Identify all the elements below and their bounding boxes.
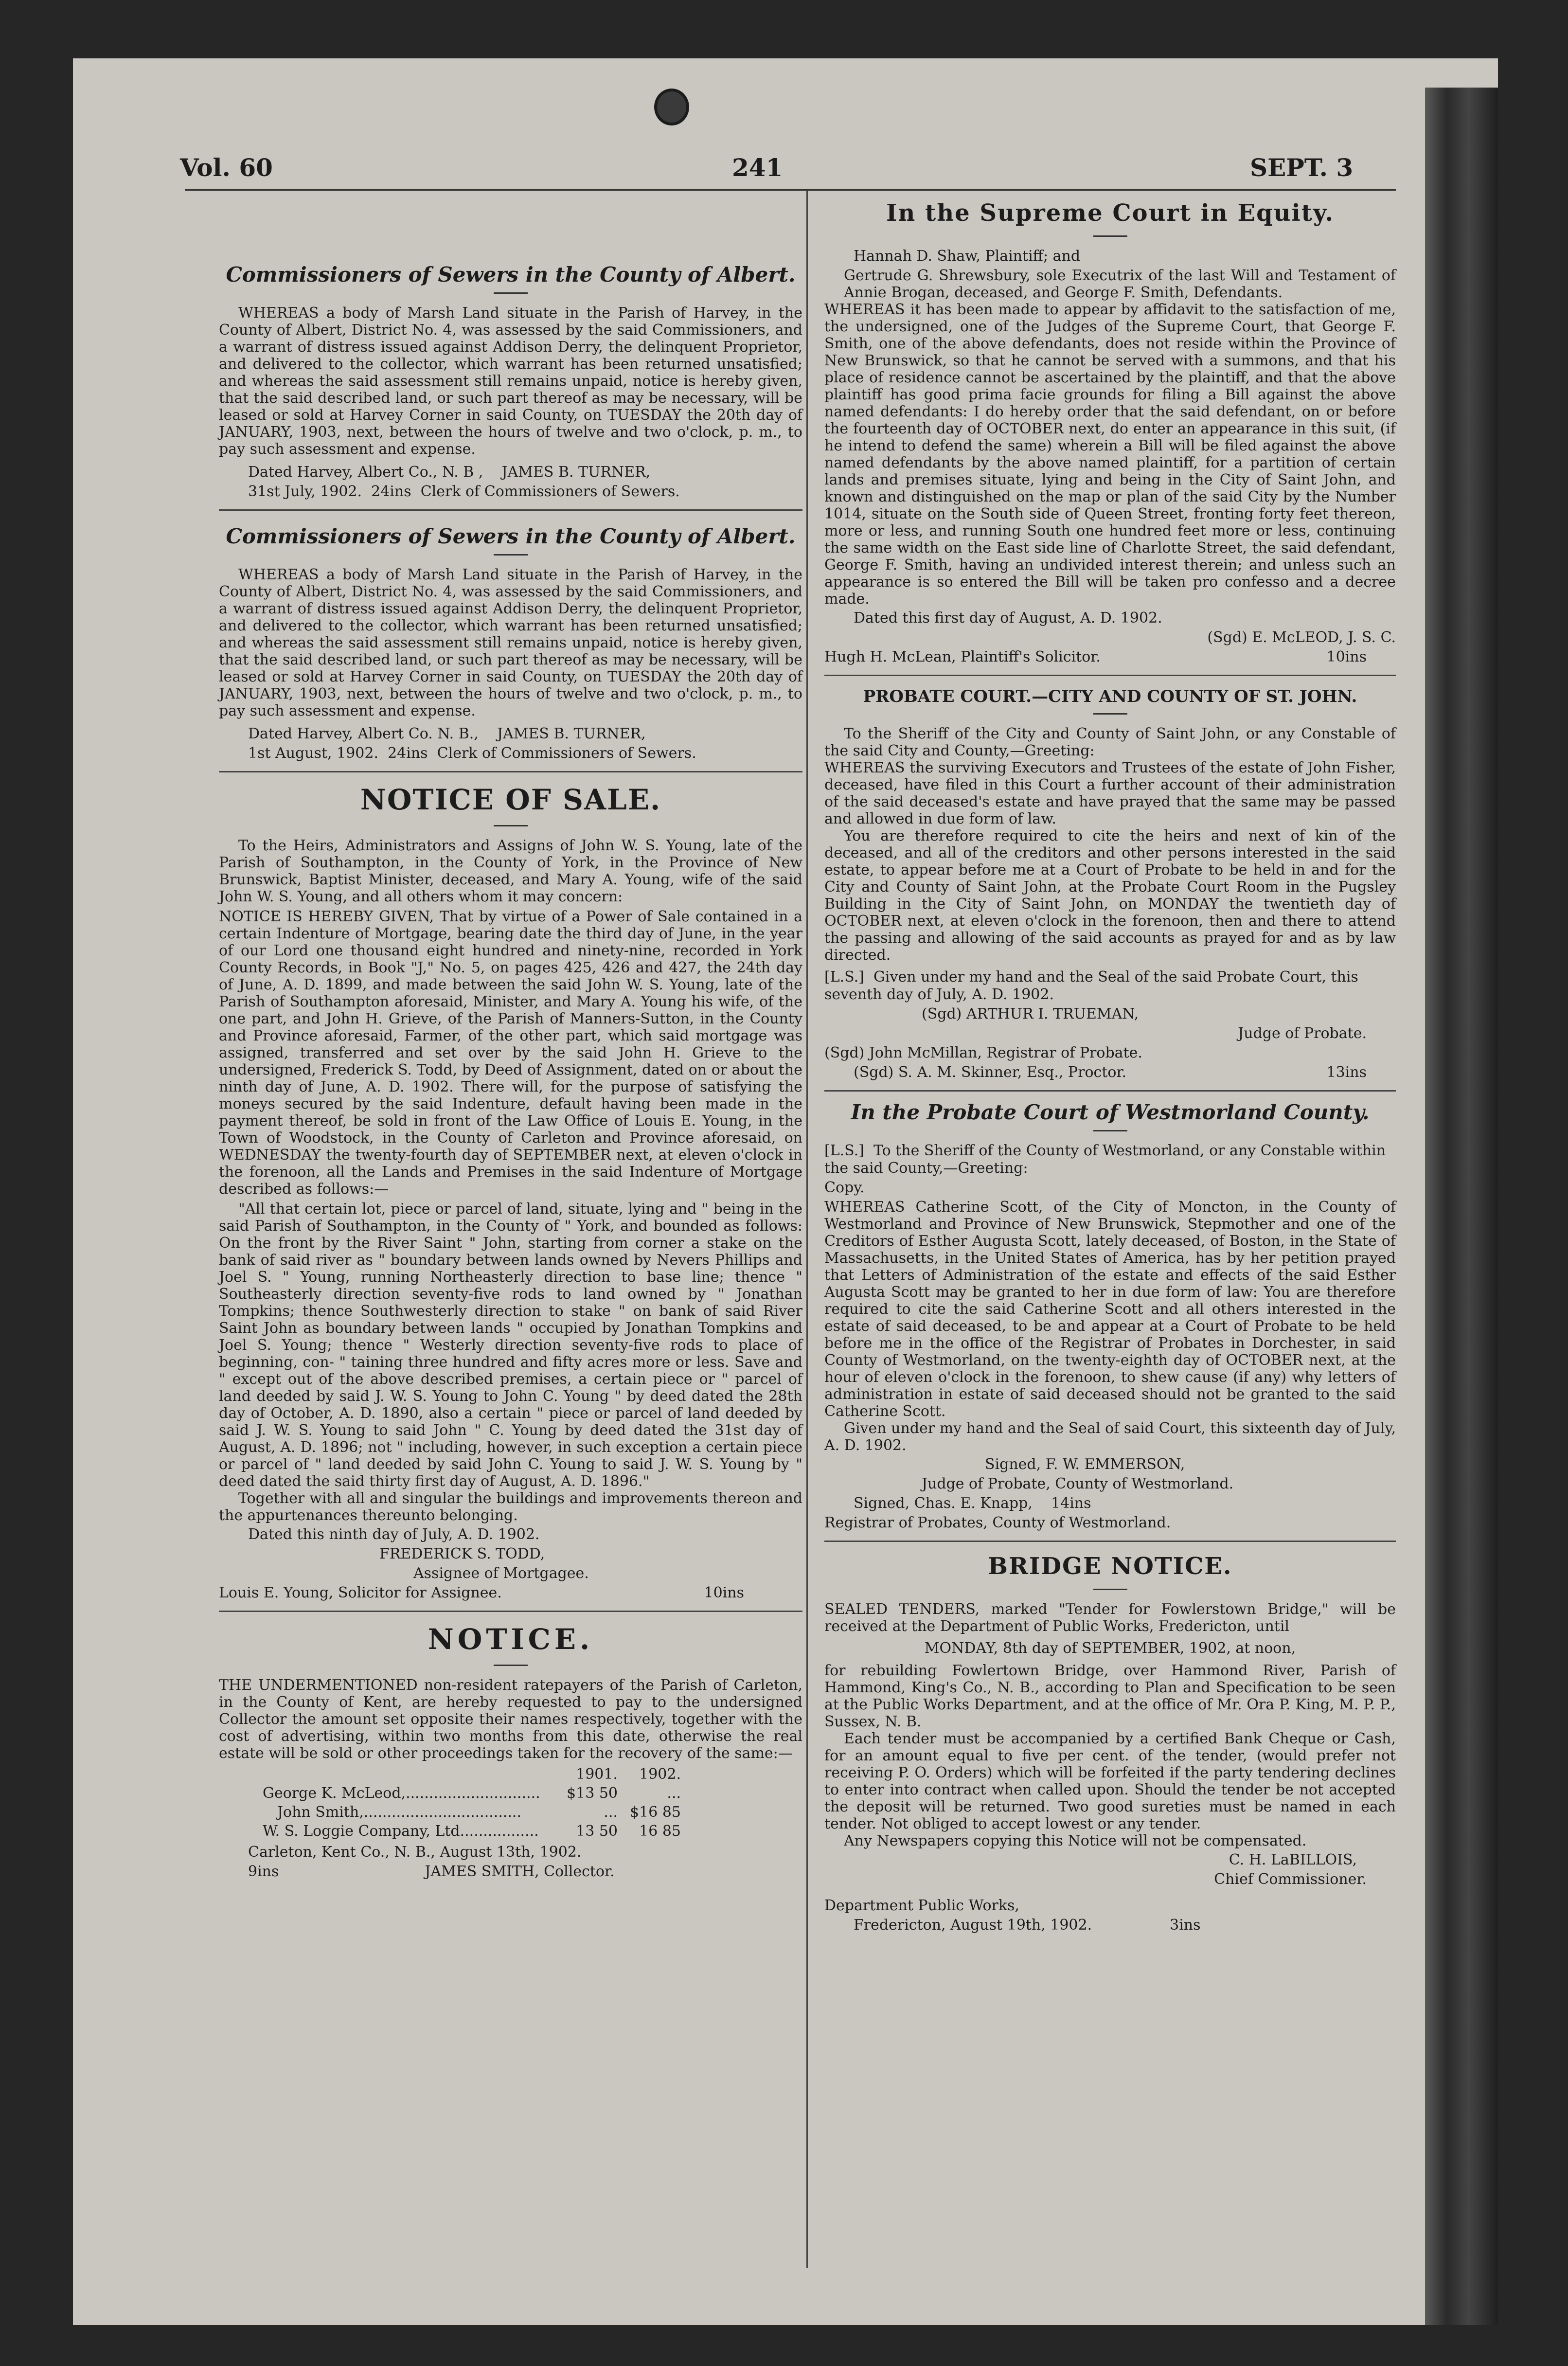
table-row: W. S. Loggie Company, Ltd................. 13 50 16 85 [263,1823,681,1840]
notice-body: Any Newspapers copying this Notice will not be compensated. [844,1832,1307,1849]
dept-line: Department Public Works, [824,1897,1019,1914]
seal-line: [L.S.] To the Sheriff of the County of Westmorland, or any Constable within the said County,—Greeting: [824,1142,1386,1177]
bridge-notice [824,1553,1396,1934]
dated-line: Dated Harvey, Albert Co. N. B., JAMES B. TURNER, [248,725,646,742]
newspaper-page [73,58,1498,2325]
divider [494,554,528,556]
divider [494,825,528,826]
registrar-line: (Sgd) John McMillan, Registrar of Probate. [824,1044,1142,1061]
signatory: Signed, Chas. E. Knapp, 14ins [854,1495,1091,1512]
ratepayers-notice [219,1623,802,1881]
section-title: Commissioners of Sewers in the County of Albert. [226,263,796,287]
notice-of-sale [219,783,802,1602]
signatory: (Sgd) E. McLEOD, J. S. C. [1207,629,1396,646]
signatory-role: Judge of Probate, County of Westmorland. [922,1475,1234,1492]
section-rule [219,771,802,772]
left-column [219,195,802,1882]
deadline-line: MONDAY, 8th day of SEPTEMBER, 1902, at noon, [924,1640,1296,1657]
proctor-line: (Sgd) S. A. M. Skinner, Esq., Proctor. 13ins [854,1064,1367,1081]
registrar-role: Registrar of Probates, County of Westmorland. [824,1514,1171,1531]
table-header-row [258,1765,686,1784]
notice-body: WHEREAS Catherine Scott, of the City of Moncton, in the County of Westmorland and Province of New Brunswick, Stepmother and one of the Creditors of Esther Augusta Scott, lately deceased, of Boston, in the State of Massachusetts, in the United States of America, has by her petition prayed that Letters of Administration of the estate and effects of the said Esther Augusta Scott may be granted to her in due form of law: You are therefore required to cite the said Catherine Scott and all others interested in the estate of said deceased, to be and appear at a Court of Probate to be held before me in the office of the Registrar of Probates in Dorchester, in said County of Westmorland, on the twenty-eighth day of OCTOBER next, at the hour of eleven o'clock in the forenoon, to shew cause (if any) why letters of administration in estate of said deceased should not be granted to the said Catherine Scott. [824,1199,1396,1420]
binding-hole-icon [654,89,689,125]
divider [1093,1589,1127,1590]
page-edge [1425,88,1498,2325]
signatory-role: Judge of Probate. [1238,1025,1367,1042]
parties: Gertrude G. Shrewsbury, sole Executrix of the last Will and Testament of Annie Brogan, deceased, and George F. Smith, Defendants. [844,267,1396,301]
seal-line: [L.S.] Given under my hand and the Seal of the said Probate Court, this seventh day of July, A. D. 1902. [824,968,1358,1003]
section-title: PROBATE COURT.—CITY AND COUNTY OF ST. JOHN. [863,687,1357,706]
notice-body: WHEREAS the surviving Executors and Trustees of the estate of John Fisher, deceased, have filed in this Court a further account of their administration of the said deceased's estate and have prayed that the same may be passed and allowed in due form of law. [824,759,1396,827]
section-rule [824,1541,1396,1542]
divider [494,292,528,294]
divider [1093,235,1127,237]
section-rule [219,1611,802,1612]
section-title: Commissioners of Sewers in the County of Albert. [226,524,796,548]
section-title: NOTICE. [428,1623,594,1656]
table-row: George K. McLeod,............................. $13 50 ... [263,1785,681,1802]
volume-label: Vol. 60 [180,153,273,182]
signatory: C. H. LaBILLOIS, [1229,1851,1357,1868]
header-rule [185,189,1396,191]
solicitor-line: Louis E. Young, Solicitor for Assignee. 10ins [219,1584,744,1601]
signatory: Signed, F. W. EMMERSON, [985,1456,1185,1473]
copy-label: Copy. [824,1179,865,1196]
section-rule [219,509,802,511]
divider [1093,713,1127,715]
page-number: 241 [732,153,783,182]
dated-line: Carleton, Kent Co., N. B., August 13th, 1902. [248,1844,582,1861]
sale-address: To the Heirs, Administrators and Assigns of John W. S. Young, late of the Parish of Southampton, in the County of York, in the Province of New Brunswick, Baptist Minister, deceased, and Mary A. Young, wife of the said John W. S. Young, and all others whom it may concern: [219,837,802,905]
signatory: (Sgd) ARTHUR I. TRUEMAN, [922,1005,1139,1022]
sale-body: NOTICE IS HEREBY GIVEN, That by virtue of a Power of Sale contained in a certain Indenture of Mortgage, bearing date the third day of June, in the year of our Lord one thousand eight hundred and ninety-nine, recorded in York County Records, in Book "J," No. 5, on pages 425, 426 and 427, the 24th day of June, A. D. 1899, and made between the said John W. S. Young, late of the Parish of Southampton aforesaid, Minister, and Mary A. Young his wife, of the one part, and John H. Grieve, of the Parish of Manners-Sutton, in the County and Province aforesaid, Farmer, of the other part, which said mortgage was assigned, transferred and set over by the said John H. Grieve to the undersigned, Frederick S. Todd, by Deed of Assignment, dated on or about the ninth day of June, A. D. 1902. There will, for the purpose of satisfying the moneys secured by the said Indenture, default having been made in the payment thereof, be sold in front of the Law Office of Louis E. Young, in the Town of Woodstock, in the County of Carleton and Province aforesaid, on WEDNESDAY the twenty-fourth day of SEPTEMBER next, at eleven o'clock in the forenoon, all the Lands and Premises in the said Indenture of Mortgage described as follows:— [219,908,802,1198]
notice-body: SEALED TENDERS, marked "Tender for Fowlerstown Bridge," will be received at the Department of Public Works, Fredericton, until [824,1601,1396,1635]
notice-body: You are therefore required to cite the heirs and next of kin of the deceased, and all of the creditors and other persons interested in the said estate, to appear before me at a Court of Probate to be held in and for the City and County of Saint John, at the Probate Court Room in the Pugsley Building in the City of Saint John, on MONDAY the twentieth day of OCTOBER next, at eleven o'clock in the forenoon, then and there to attend the passing and allowing of the said accounts as prayed for and as by law directed. [824,827,1396,964]
dated-line: Dated this ninth day of July, A. D. 1902. [248,1526,540,1543]
signatory: FREDERICK S. TODD, [379,1545,545,1562]
dated-line: Dated this first day of August, A. D. 1902. [854,609,1162,627]
section-title: NOTICE OF SALE. [360,783,661,816]
sale-together: Together with all and singular the buildings and improvements thereon and the appurtenances thereunto belonging. [219,1490,802,1524]
dated-line: Dated Harvey, Albert Co., N. B , JAMES B. TURNER, [248,464,651,481]
year-1901: 1901. [576,1766,618,1783]
sewers-notice-1 [219,263,802,501]
dated-line: Fredericton, August 19th, 1902. 3ins [854,1917,1201,1934]
section-title: BRIDGE NOTICE. [988,1553,1232,1580]
given-line: Given under my hand and the Seal of said Court, this sixteenth day of July, A. D. 1902. [824,1420,1396,1454]
notice-body: WHEREAS a body of Marsh Land situate in the Parish of Harvey, in the County of Albert, District No. 4, was assessed by the said Commissioners, and a warrant of distress issued against Addison Derry, the delinquent Proprietor, and delivered to the collector, which warrant has been returned unsatisfied; and whereas the said assessment still remains unpaid, notice is hereby given, that the said described land, or such part thereof as may be necessary, will be leased or sold at Harvey Corner in said County, on TUESDAY the 20th day of JANUARY, 1903, next, between the hours of twelve and two o'clock, p. m., to pay such assessment and expense. [219,566,802,719]
table-row: John Smith,.................................. ... $16 85 [277,1804,681,1821]
probate-notice [824,687,1396,1081]
notice-body: THE UNDERMENTIONED non-resident ratepayers of the Parish of Carleton, in the County of Kent, are hereby requested to pay to the undersigned Collector the amount set opposite their names respectively, together with the cost of advertising, within two months from this date, otherwise the real estate will be sold or other proceedings taken for the recovery of the same:— [219,1677,802,1762]
right-column [824,195,1396,1936]
westmorland-probate-notice [824,1100,1396,1532]
section-title: In the Probate Court of Westmorland County. [851,1100,1370,1124]
sewers-notice-2 [219,524,802,762]
section-rule [824,1090,1396,1092]
notice-body: WHEREAS a body of Marsh Land situate in the Parish of Harvey, in the County of Albert, District No. 4, was assessed by the said Commissioners, and a warrant of distress issued against Addison Derry, the delinquent Proprietor, and delivered to the collector, which warrant has been returned unsatisfied; and whereas the said assessment still remains unpaid, notice is hereby given, that the said described land, or such part thereof as may be necessary, will be leased or sold at Harvey Corner in said County, on TUESDAY the 20th day of JANUARY, 1903, next, between the hours of twelve and two o'clock, p. m., to pay such assessment and expense. [219,305,802,458]
solicitor-line: Hugh H. McLean, Plaintiff's Solicitor. 10ins [824,648,1367,665]
signatory-role: Chief Commissioner. [1214,1871,1367,1888]
notice-body: for rebuilding Fowlertown Bridge, over Hammond River, Parish of Hammond, King's Co., N. B., according to Plan and Specification to be seen at the Public Works Department, and at the office of Mr. Ora P. King, M. P. P., Sussex, N. B. [824,1662,1396,1730]
notice-body: Each tender must be accompanied by a certified Bank Cheque or Cash, for an amount equal to five per cent. of the tender, (would prefer not receiving P. O. Orders) which will be forfeited if the party tendering declines to enter into contract when called upon. Should the tender be not accepted the deposit will be returned. Two good sureties must be named in each tender. Not obliged to accept lowest or any tender. [824,1730,1396,1832]
divider [1093,1130,1127,1131]
probate-address: To the Sheriff of the City and County of Saint John, or any Constable of the said City and County,—Greeting: [824,725,1396,759]
year-1902: 1902. [639,1766,681,1783]
issue-date: SEPT. 3 [1250,153,1354,182]
ratepayer-table [258,1765,686,1841]
signatory-role: Assignee of Mortgagee. [413,1565,589,1582]
divider [494,1665,528,1666]
date-line: 31st July, 1902. 24ins Clerk of Commissioners of Sewers. [248,483,680,500]
supreme-court-notice [824,199,1396,666]
signatory-line: 9ins JAMES SMITH, Collector. [248,1863,615,1880]
parties: Hannah D. Shaw, Plaintiff; and [854,248,1081,265]
sale-quote: "All that certain lot, piece or parcel of land, situate, lying and " being in the said Parish of Southampton, in the County of " York, and bounded as follows: On the front by the River Saint " John, starting from corner a stake on the bank of said river as " boundary between lands owned by Nevers Phillips and Joel S. " Young, running Northeasterly direction to base line; thence " Southeasterly direction seventy-five rods to land owned by " Jonathan Tompkins; thence Southwesterly direction to stake " on bank of said River Saint John as boundary between lands " occupied by Jonathan Tompkins and Joel S. Young; thence " Westerly direction seventy-five rods to place of beginning, con- " taining three hundred and fifty acres more or less. Save and " except out of the above described premises, a certain piece or " parcel of land deeded by said J. W. S. Young to John C. Young " by deed dated the 28th day of October, A. D. 1890, also a certain " piece or parcel of land deeded by said J. W. S. Young to said John " C. Young by deed dated the 31st day of August, A. D. 1896; not " including, however, in such exception a certain piece or parcel of " land deeded by said John C. Young to said J. W. S. Young by " deed dated the said thirty first day of August, A. D. 1896." [219,1201,802,1490]
column-divider [806,191,808,2268]
section-rule [824,675,1396,676]
section-title: In the Supreme Court in Equity. [886,199,1335,227]
notice-body: WHEREAS it has been made to appear by affidavit to the satisfaction of me, the undersigned, one of the Judges of the Supreme Court, that George F. Smith, one of the above defendants, does not reside within the Province of New Brunswick, so that he cannot be served with a summons, and that his place of residence cannot be ascertained by the plaintiff, and that the above plaintiff has good prima facie grounds for filing a Bill against the above named defendants: I do hereby order that the said defendant, on or before the fourteenth day of OCTOBER next, do enter an appearance in this suit, (if he intend to defend the same) wherein a Bill will be filed against the above named defendants by the above named plaintiff, for a partition of certain lands and premises situate, lying and being in the City of Saint John, and known and distinguished on the map or plan of the said City by the Number 1014, situate on the South side of Queen Street, fronting forty feet thereon, more or less, and running South one hundred feet more or less, continuing the same width on the East side line of Charlotte Street, the said defendant, George F. Smith, having an undivided interest therein; and unless such an appearance is so entered the Bill will be taken pro confesso and a decree made. [824,301,1396,608]
date-line: 1st August, 1902. 24ins Clerk of Commissioners of Sewers. [248,745,696,762]
